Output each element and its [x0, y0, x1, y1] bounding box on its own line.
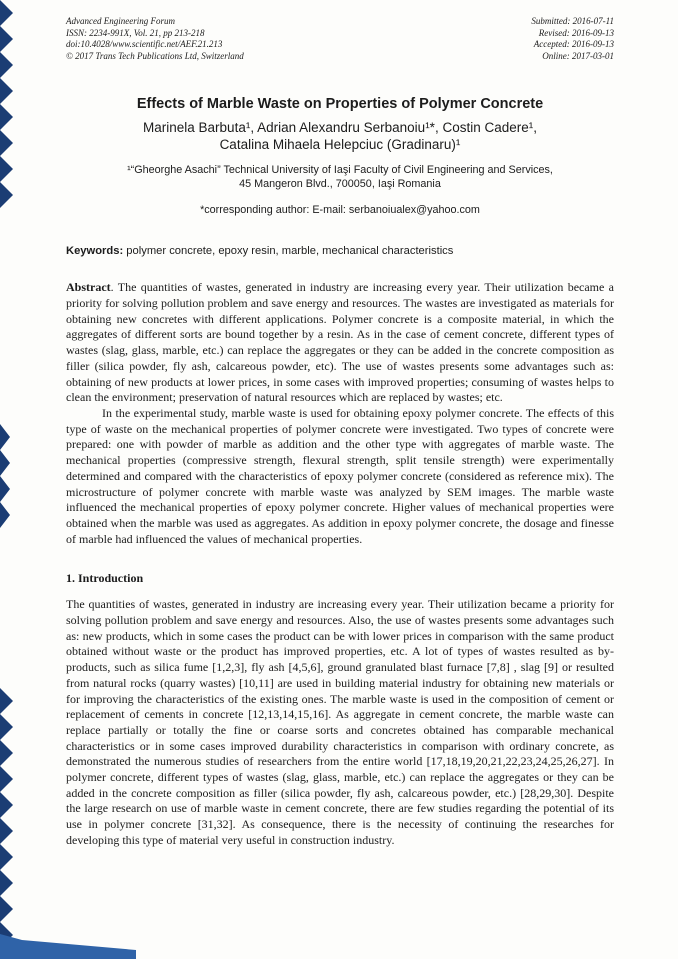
authors-line-2: Catalina Mihaela Helepciuc (Gradinaru)¹: [219, 137, 461, 153]
journal-copyright: © 2017 Trans Tech Publications Ltd, Switzerland: [66, 50, 244, 61]
introduction-paragraph-1: The quantities of wastes, generated in industry are increasing every year. Their utilization became a priority for solving pollution problem and save energy and resources. Also, the use of wastes presents some advantages such as: new products, which in some cases the product can be with lower prices in comparison with the same product obtained without waste or the product has improved properties, etc. A lot of types of wastes resulted as by-products, such as silica fume [1,2,3], fly ash [4,5,6], ground granulated blast furnace [7,8] , slag [9] or resulted from natural rocks (quarry wastes) [10,11] are used in building material industry for obtaining new materials or for improving the characteristics of the existing ones. The marble waste is used in the composition of cement or replacement of cements in concrete [12,13,14,15,16]. As aggregate in cement concrete, the marble waste can replace partially or totally the fine or coarse sorts and concretes obtained has comparable mechanical characteristics or in some cases improved durability characteristics in comparison with ordinary concrete, as demonstrated the numerous studies of researchers from the entire world [17,18,19,20,21,22,23,24,25,26,27]. In polymer concrete, different types of wastes (slag, glass, marble, etc.) can replace the aggregates or they can be added in the concrete composition as filler (silica powder, fly ash, calcareous powder, etc.) [28,29,30]. Despite the large research on use of marble waste in cement concrete, there are few studies regarding the potential of its use in polymer concrete [31,32]. As consequence, there is the necessity of continuing the researches for developing this type of material very useful in construction industry.: [66, 597, 614, 847]
paper-title: Effects of Marble Waste on Properties of Polymer Concrete: [136, 96, 544, 113]
accepted-date: Accepted: 2016-09-13: [533, 39, 614, 50]
authors-line-1: Marinela Barbuta¹, Adrian Alexandru Serbanoiu¹*, Costin Cadere¹,: [143, 120, 537, 136]
corresponding-author-line: *corresponding author: E-mail: serbanoiualex@yahoo.com: [200, 204, 480, 217]
journal-info: [66, 16, 244, 62]
affiliation-line-2: 45 Mangeron Blvd., 700050, Iaşi Romania: [239, 177, 441, 190]
submitted-date: Submitted: 2016-07-11: [531, 16, 614, 26]
bottom-edge-strip: [0, 934, 136, 959]
abstract-label: Abstract: [66, 280, 111, 295]
online-date: Online: 2017-03-01: [542, 50, 614, 61]
affiliation-line-1: ¹“Gheorghe Asachi” Technical University of Iaşi Faculty of Civil Engineering and Services,: [127, 164, 553, 177]
revised-date: Revised: 2016-09-13: [538, 27, 614, 38]
journal-header: [66, 16, 614, 62]
abstract-paragraph-1: [66, 280, 614, 406]
abstract-paragraph-2: In the experimental study, marble waste is used for obtaining epoxy polymer concrete. The effects of this type of waste on the mechanical properties of polymer concrete were investigated. Two types of concrete were prepared: one with powder of marble as addition and the other type with aggregates of marble waste. The mechanical properties (compressive strength, flexural strength, split tensile strength) were experimentally determined and compared with the characteristics of epoxy polymer concrete (considered as reference mix). The microstructure of polymer concrete with marble waste was analyzed by SEM images. The marble waste influenced the mechanical properties of epoxy polymer concrete. Higher values of mechanical properties were obtained when the marble was used as aggregates. As addition in epoxy polymer concrete, the dosage and finesse of marble had influenced the values of mechanical properties.: [66, 406, 614, 546]
affiliation-block: [66, 164, 614, 191]
journal-name: Advanced Engineering Forum: [66, 16, 175, 26]
submission-dates: [531, 16, 614, 62]
keywords-line: [66, 245, 614, 257]
journal-doi: doi:10.4028/www.scientific.net/AEF.21.213: [66, 39, 223, 50]
authors-block: [66, 119, 614, 153]
abstract-section: [66, 280, 614, 547]
keywords-text: polymer concrete, epoxy resin, marble, mechanical characteristics: [123, 245, 454, 258]
introduction-heading: 1. Introduction: [66, 571, 144, 586]
journal-issn-volume: ISSN: 2234-991X, Vol. 21, pp 213-218: [66, 27, 205, 38]
keywords-label: Keywords:: [66, 245, 124, 258]
abstract-text-1: . The quantities of wastes, generated in industry are increasing every year. Their utilization became a priority for solving pollution problem and save energy and resources. The wastes are investigated as materials for obtaining new concretes with different applications. Polymer concrete is a composite material, in which the aggregates of different sorts are bound together by a resin. As in the case of cement concrete, different types of wastes (slag, glass, marble, etc.) can replace the aggregates or they can be added in the concrete composition as filler (silica powder, fly ash, calcareous powder, etc). The use of wastes presents some advantages such as: obtaining of new products at lower prices, in some cases with improved properties; consuming of wastes helps to clean the environment; preservation of natural resources which are replaced by wastes; etc.: [66, 280, 614, 405]
